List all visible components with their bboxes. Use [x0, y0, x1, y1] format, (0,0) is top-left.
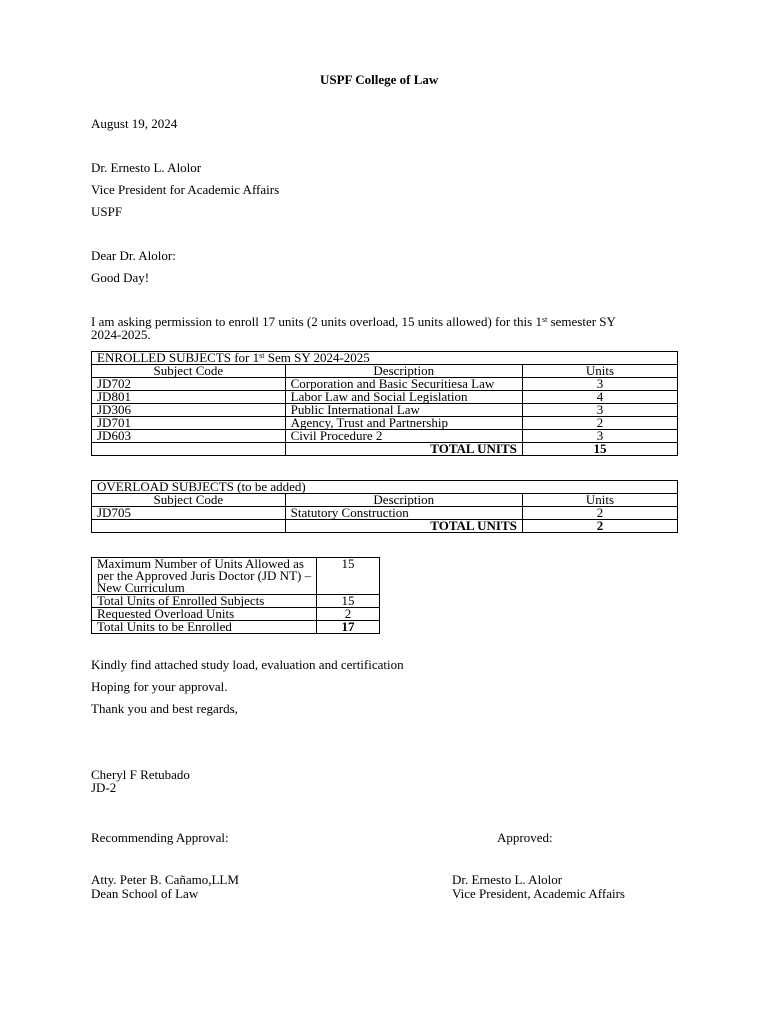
letter-date: August 19, 2024 [91, 116, 178, 131]
subject-description: Corporation and Basic Securitiesa Law [285, 378, 522, 391]
header-subject-code: Subject Code [92, 365, 286, 378]
enrolled-caption-sup: st [259, 351, 265, 360]
request-line1-sup: st [541, 315, 548, 324]
subject-description: Labor Law and Social Legislation [285, 391, 522, 404]
subject-code: JD306 [92, 404, 286, 417]
enrolled-total-row [92, 443, 678, 456]
subject-description: Civil Procedure 2 [285, 430, 522, 443]
recommender-title: Dean School of Law [91, 886, 199, 901]
recipient-institution: USPF [91, 204, 123, 219]
summary-value: 2 [317, 608, 380, 621]
request-paragraph [91, 314, 616, 330]
table-row [92, 417, 678, 430]
document-title: USPF College of Law [320, 72, 439, 87]
subject-units: 3 [522, 430, 677, 443]
total-empty-cell [92, 520, 286, 533]
request-paragraph-line2: 2024-2025. [91, 327, 151, 342]
request-line1-text: I am asking permission to enroll 17 units (2 units overload, 15 units allowed) for this 1 [91, 314, 542, 329]
thanks-note: Thank you and best regards, [91, 701, 238, 716]
subject-units: 3 [522, 404, 677, 417]
total-empty-cell [92, 443, 286, 456]
total-units-value: 15 [522, 443, 677, 456]
request-line1-tail: semester SY [547, 314, 616, 329]
approver-title: Vice President, Academic Affairs [452, 886, 625, 901]
subject-code: JD701 [92, 417, 286, 430]
table-row [92, 430, 678, 443]
overload-caption: OVERLOAD SUBJECTS (to be added) [92, 481, 678, 494]
subject-code: JD603 [92, 430, 286, 443]
header-units: Units [522, 365, 677, 378]
subject-units: 2 [522, 417, 677, 430]
summary-value: 15 [317, 595, 380, 608]
subject-code: JD705 [92, 507, 286, 520]
approved-label: Approved: [497, 830, 553, 845]
greeting: Good Day! [91, 270, 150, 285]
header-description: Description [285, 365, 522, 378]
header-description: Description [285, 494, 522, 507]
approver-name: Dr. Ernesto L. Alolor [452, 872, 563, 887]
summary-label: Total Units of Enrolled Subjects [92, 595, 317, 608]
summary-label: Maximum Number of Units Allowed as per the Approved Juris Doctor (JD NT) – New Curriculum [92, 558, 317, 595]
table-row [92, 507, 678, 520]
overload-total-row [92, 520, 678, 533]
attachments-note: Kindly find attached study load, evaluation and certification [91, 657, 404, 672]
sender-year: JD-2 [91, 780, 117, 795]
subject-units: 2 [522, 507, 677, 520]
total-units-value: 2 [522, 520, 677, 533]
total-units-label: TOTAL UNITS [285, 520, 522, 533]
recommender-name: Atty. Peter B. Cañamo,LLM [91, 872, 239, 887]
recommending-approval-label: Recommending Approval: [91, 830, 229, 845]
enrolled-caption-text: ENROLLED SUBJECTS for 1 [97, 350, 260, 365]
overload-subjects-table [91, 480, 678, 533]
header-subject-code: Subject Code [92, 494, 286, 507]
summary-value: 15 [317, 558, 380, 595]
summary-label: Requested Overload Units [92, 608, 317, 621]
summary-value: 17 [317, 621, 380, 634]
hope-note: Hoping for your approval. [91, 679, 228, 694]
units-summary-table [91, 557, 380, 634]
salutation: Dear Dr. Alolor: [91, 248, 176, 263]
summary-label: Total Units to be Enrolled [92, 621, 317, 634]
sender-name: Cheryl F Retubado [91, 767, 190, 782]
enrolled-caption-tail: Sem SY 2024-2025 [264, 350, 370, 365]
total-units-label: TOTAL UNITS [285, 443, 522, 456]
table-row [92, 621, 380, 634]
header-units: Units [522, 494, 677, 507]
recipient-name: Dr. Ernesto L. Alolor [91, 160, 202, 175]
subject-description: Statutory Construction [285, 507, 522, 520]
subject-code: JD801 [92, 391, 286, 404]
enrolled-subjects-table [91, 351, 678, 456]
subject-units: 3 [522, 378, 677, 391]
subject-description: Public International Law [285, 404, 522, 417]
table-row [92, 558, 380, 595]
recipient-position: Vice President for Academic Affairs [91, 182, 280, 197]
subject-code: JD702 [92, 378, 286, 391]
subject-description: Agency, Trust and Partnership [285, 417, 522, 430]
subject-units: 4 [522, 391, 677, 404]
